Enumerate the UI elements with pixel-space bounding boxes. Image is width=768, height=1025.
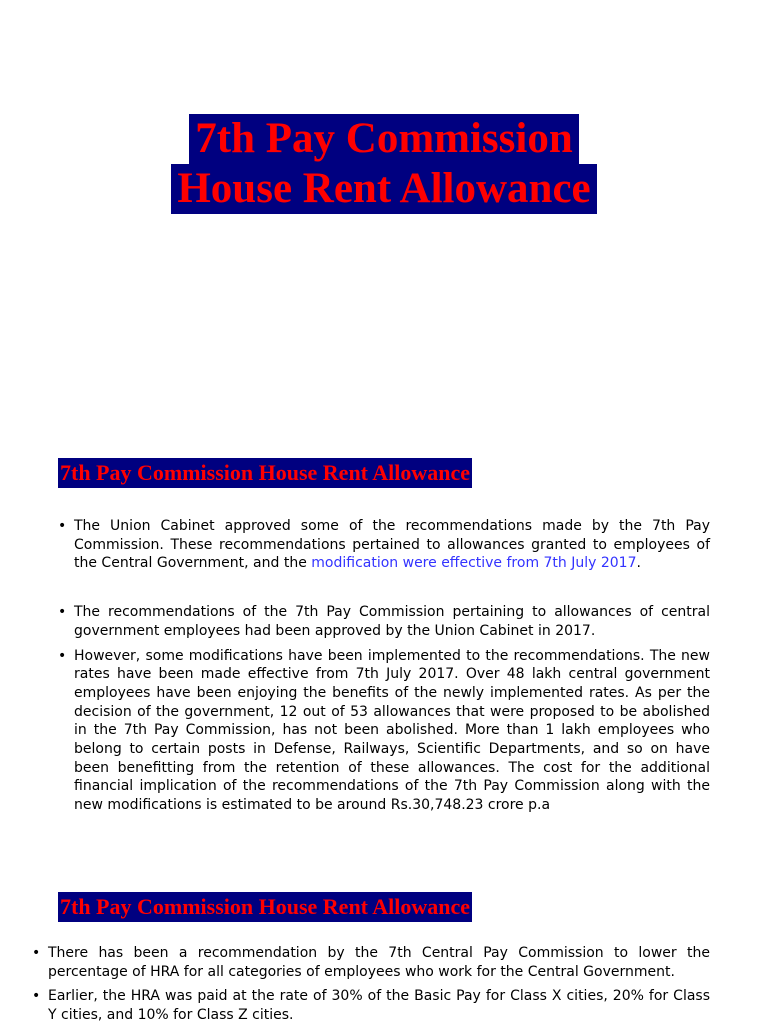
- bullet-icon: •: [58, 518, 67, 534]
- bullet-text-end: .: [636, 555, 641, 572]
- bullet-list-1: [58, 517, 710, 815]
- bullet-text: Earlier, the HRA was paid at the rate of 30% of the Basic Pay for Class X cities, 20% for Class Y cities, and 10% for Class Z cities.: [48, 988, 710, 1024]
- bullet-text: However, some modifications have been implemented to the recommendations. The new rates have been made effective from 7th July 2017. Over 48 lakh central government employees have been enjoying the benefits of the newly implemented rates. As per the decision of the government, 12 out of 53 allowances that were proposed to be abolished in the 7th Pay Commission, has not been abolished. More than 1 lakh employees who belong to certain posts in Defense, Railways, Scientific Departments, and so on have been benefitting from the retention of these allowances. The cost for the additional financial implication of the recommendations of the 7th Pay Commission along with the new modifications is estimated to be around Rs.30,748.23 crore p.a: [74, 647, 710, 814]
- bullet-text: The recommendations of the 7th Pay Commission pertaining to allowances of central government employees had been approved by the Union Cabinet in 2017.: [74, 604, 710, 639]
- page-title-line-1: 7th Pay Commission: [189, 114, 578, 164]
- list-item: [58, 517, 710, 573]
- bullet-icon: •: [58, 647, 67, 664]
- bullet-text: There has been a recommendation by the 7th Central Pay Commission to lower the percentage of HRA for all categories of employees who work for the Central Government.: [48, 945, 710, 980]
- list-item: [58, 603, 710, 640]
- bullet-list-2: [32, 944, 710, 1025]
- bullet-icon: •: [32, 945, 41, 961]
- list-item: [32, 944, 710, 981]
- list-item: [32, 987, 710, 1024]
- page-title-line-2: House Rent Allowance: [171, 164, 596, 214]
- section-heading-2: 7th Pay Commission House Rent Allowance: [58, 892, 472, 922]
- effective-date-link[interactable]: modification were effective from 7th July 2017: [311, 555, 637, 572]
- bullet-icon: •: [58, 604, 67, 621]
- list-item: [58, 647, 710, 815]
- bullet-text: The Union Cabinet approved some of the recommendations made by the 7th Pay Commission. These recommendations pertained to allowances granted to employees of the Central Government, and the: [74, 518, 710, 572]
- section-heading-1: 7th Pay Commission House Rent Allowance: [58, 458, 472, 488]
- bullet-icon: •: [32, 988, 41, 1005]
- page-title: [0, 114, 768, 214]
